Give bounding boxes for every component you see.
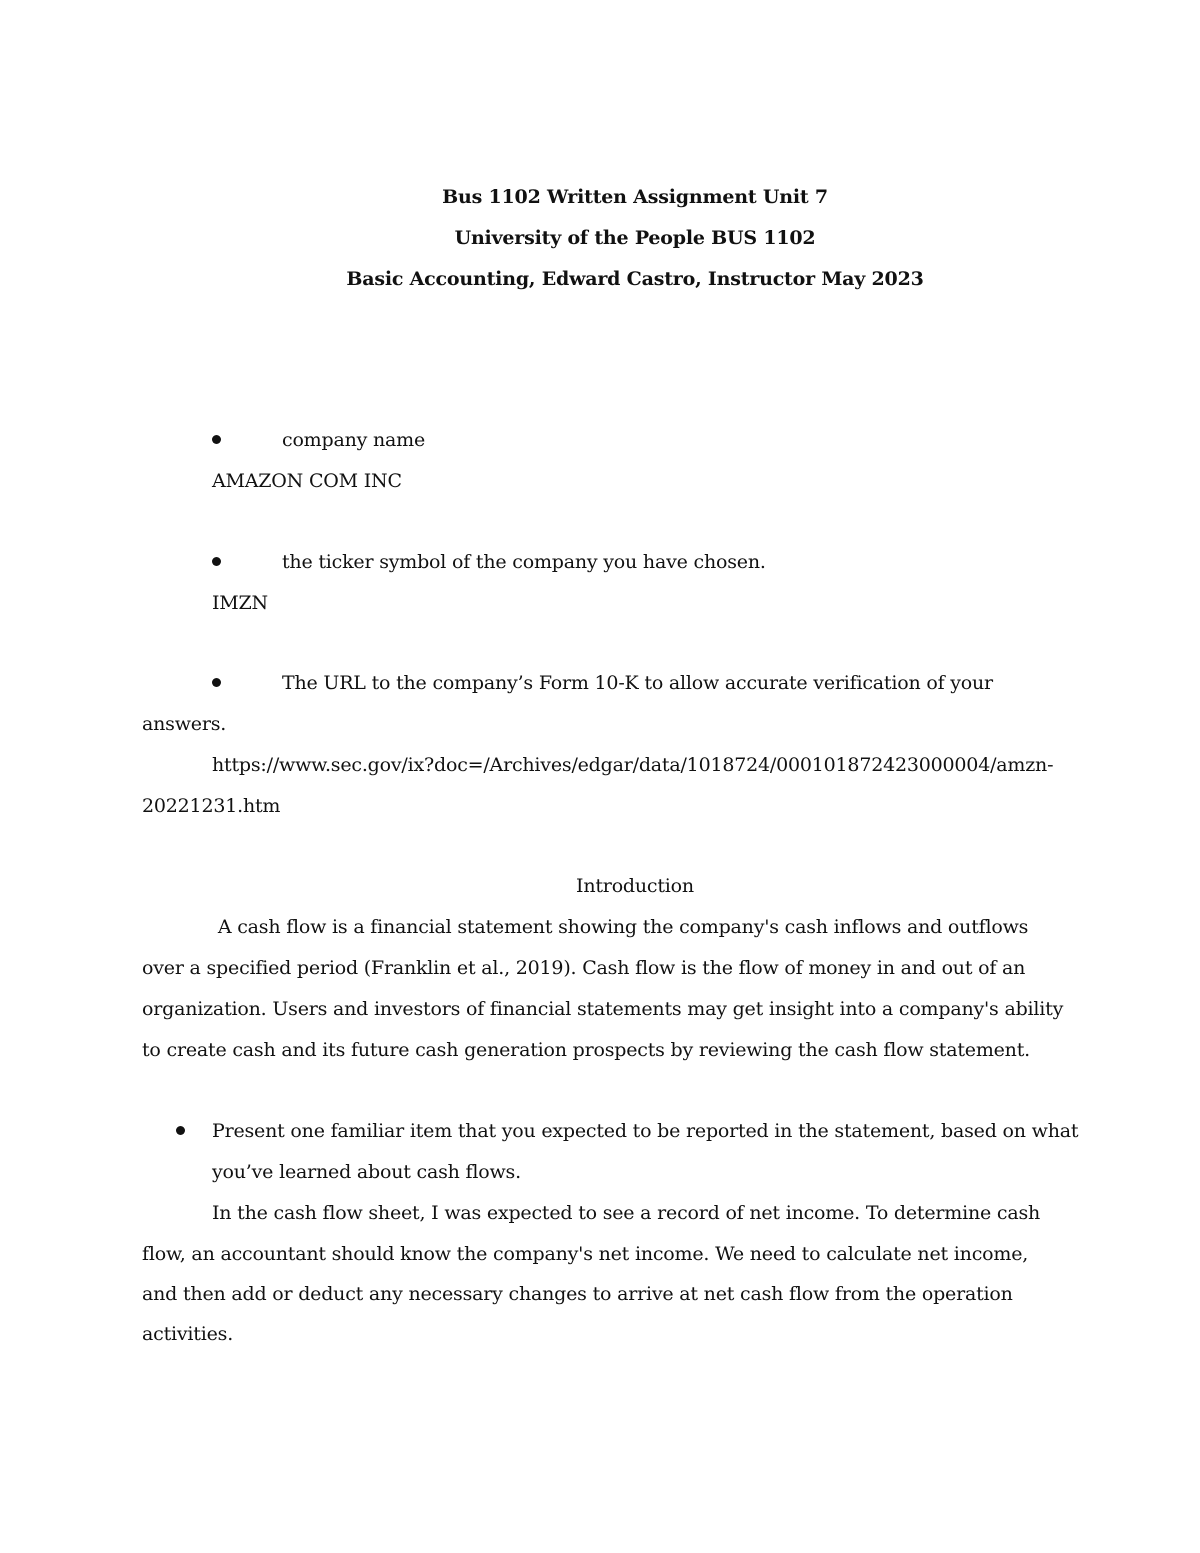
answer-line-1: In the cash flow sheet, I was expected to see a record of net income. To determine cash <box>212 1202 1041 1224</box>
bullet-company-name <box>212 435 221 444</box>
url-value-line-2: 20221231.htm <box>142 795 281 817</box>
document-title: Bus 1102 Written Assignment Unit 7 <box>442 186 828 208</box>
bullet-url <box>212 678 221 687</box>
ticker-value: IMZN <box>212 592 268 614</box>
url-label-line-2: answers. <box>142 713 227 735</box>
answer-line-3: and then add or deduct any necessary changes to arrive at net cash flow from the operation <box>142 1283 1013 1305</box>
intro-line-3: organization. Users and investors of financial statements may get insight into a company's ability <box>142 998 1064 1020</box>
intro-line-1: A cash flow is a financial statement showing the company's cash inflows and outflows <box>212 916 1029 938</box>
intro-line-4: to create cash and its future cash generation prospects by reviewing the cash flow statement. <box>142 1039 1030 1061</box>
familiar-item-line-1: Present one familiar item that you expected to be reported in the statement, based on what <box>212 1120 1079 1142</box>
url-label-line-1: The URL to the company’s Form 10-K to allow accurate verification of your <box>282 672 993 694</box>
course-line: Basic Accounting, Edward Castro, Instructor May 2023 <box>346 268 924 290</box>
university-line: University of the People BUS 1102 <box>454 227 816 249</box>
company-name-label: company name <box>282 429 426 451</box>
intro-line-2: over a specified period (Franklin et al., 2019). Cash flow is the flow of money in and out of an <box>142 957 1026 979</box>
answer-line-2: flow, an accountant should know the company's net income. We need to calculate net income, <box>142 1243 1029 1265</box>
bullet-ticker <box>212 557 221 566</box>
ticker-label: the ticker symbol of the company you have chosen. <box>282 551 766 573</box>
familiar-item-line-2: you’ve learned about cash flows. <box>212 1161 521 1183</box>
introduction-heading: Introduction <box>576 875 694 897</box>
url-value-line-1: https://www.sec.gov/ix?doc=/Archives/edgar/data/1018724/000101872423000004/amzn- <box>212 754 1054 776</box>
answer-line-4: activities. <box>142 1323 234 1345</box>
bullet-familiar-item <box>176 1126 185 1135</box>
company-name-value: AMAZON COM INC <box>212 470 402 492</box>
